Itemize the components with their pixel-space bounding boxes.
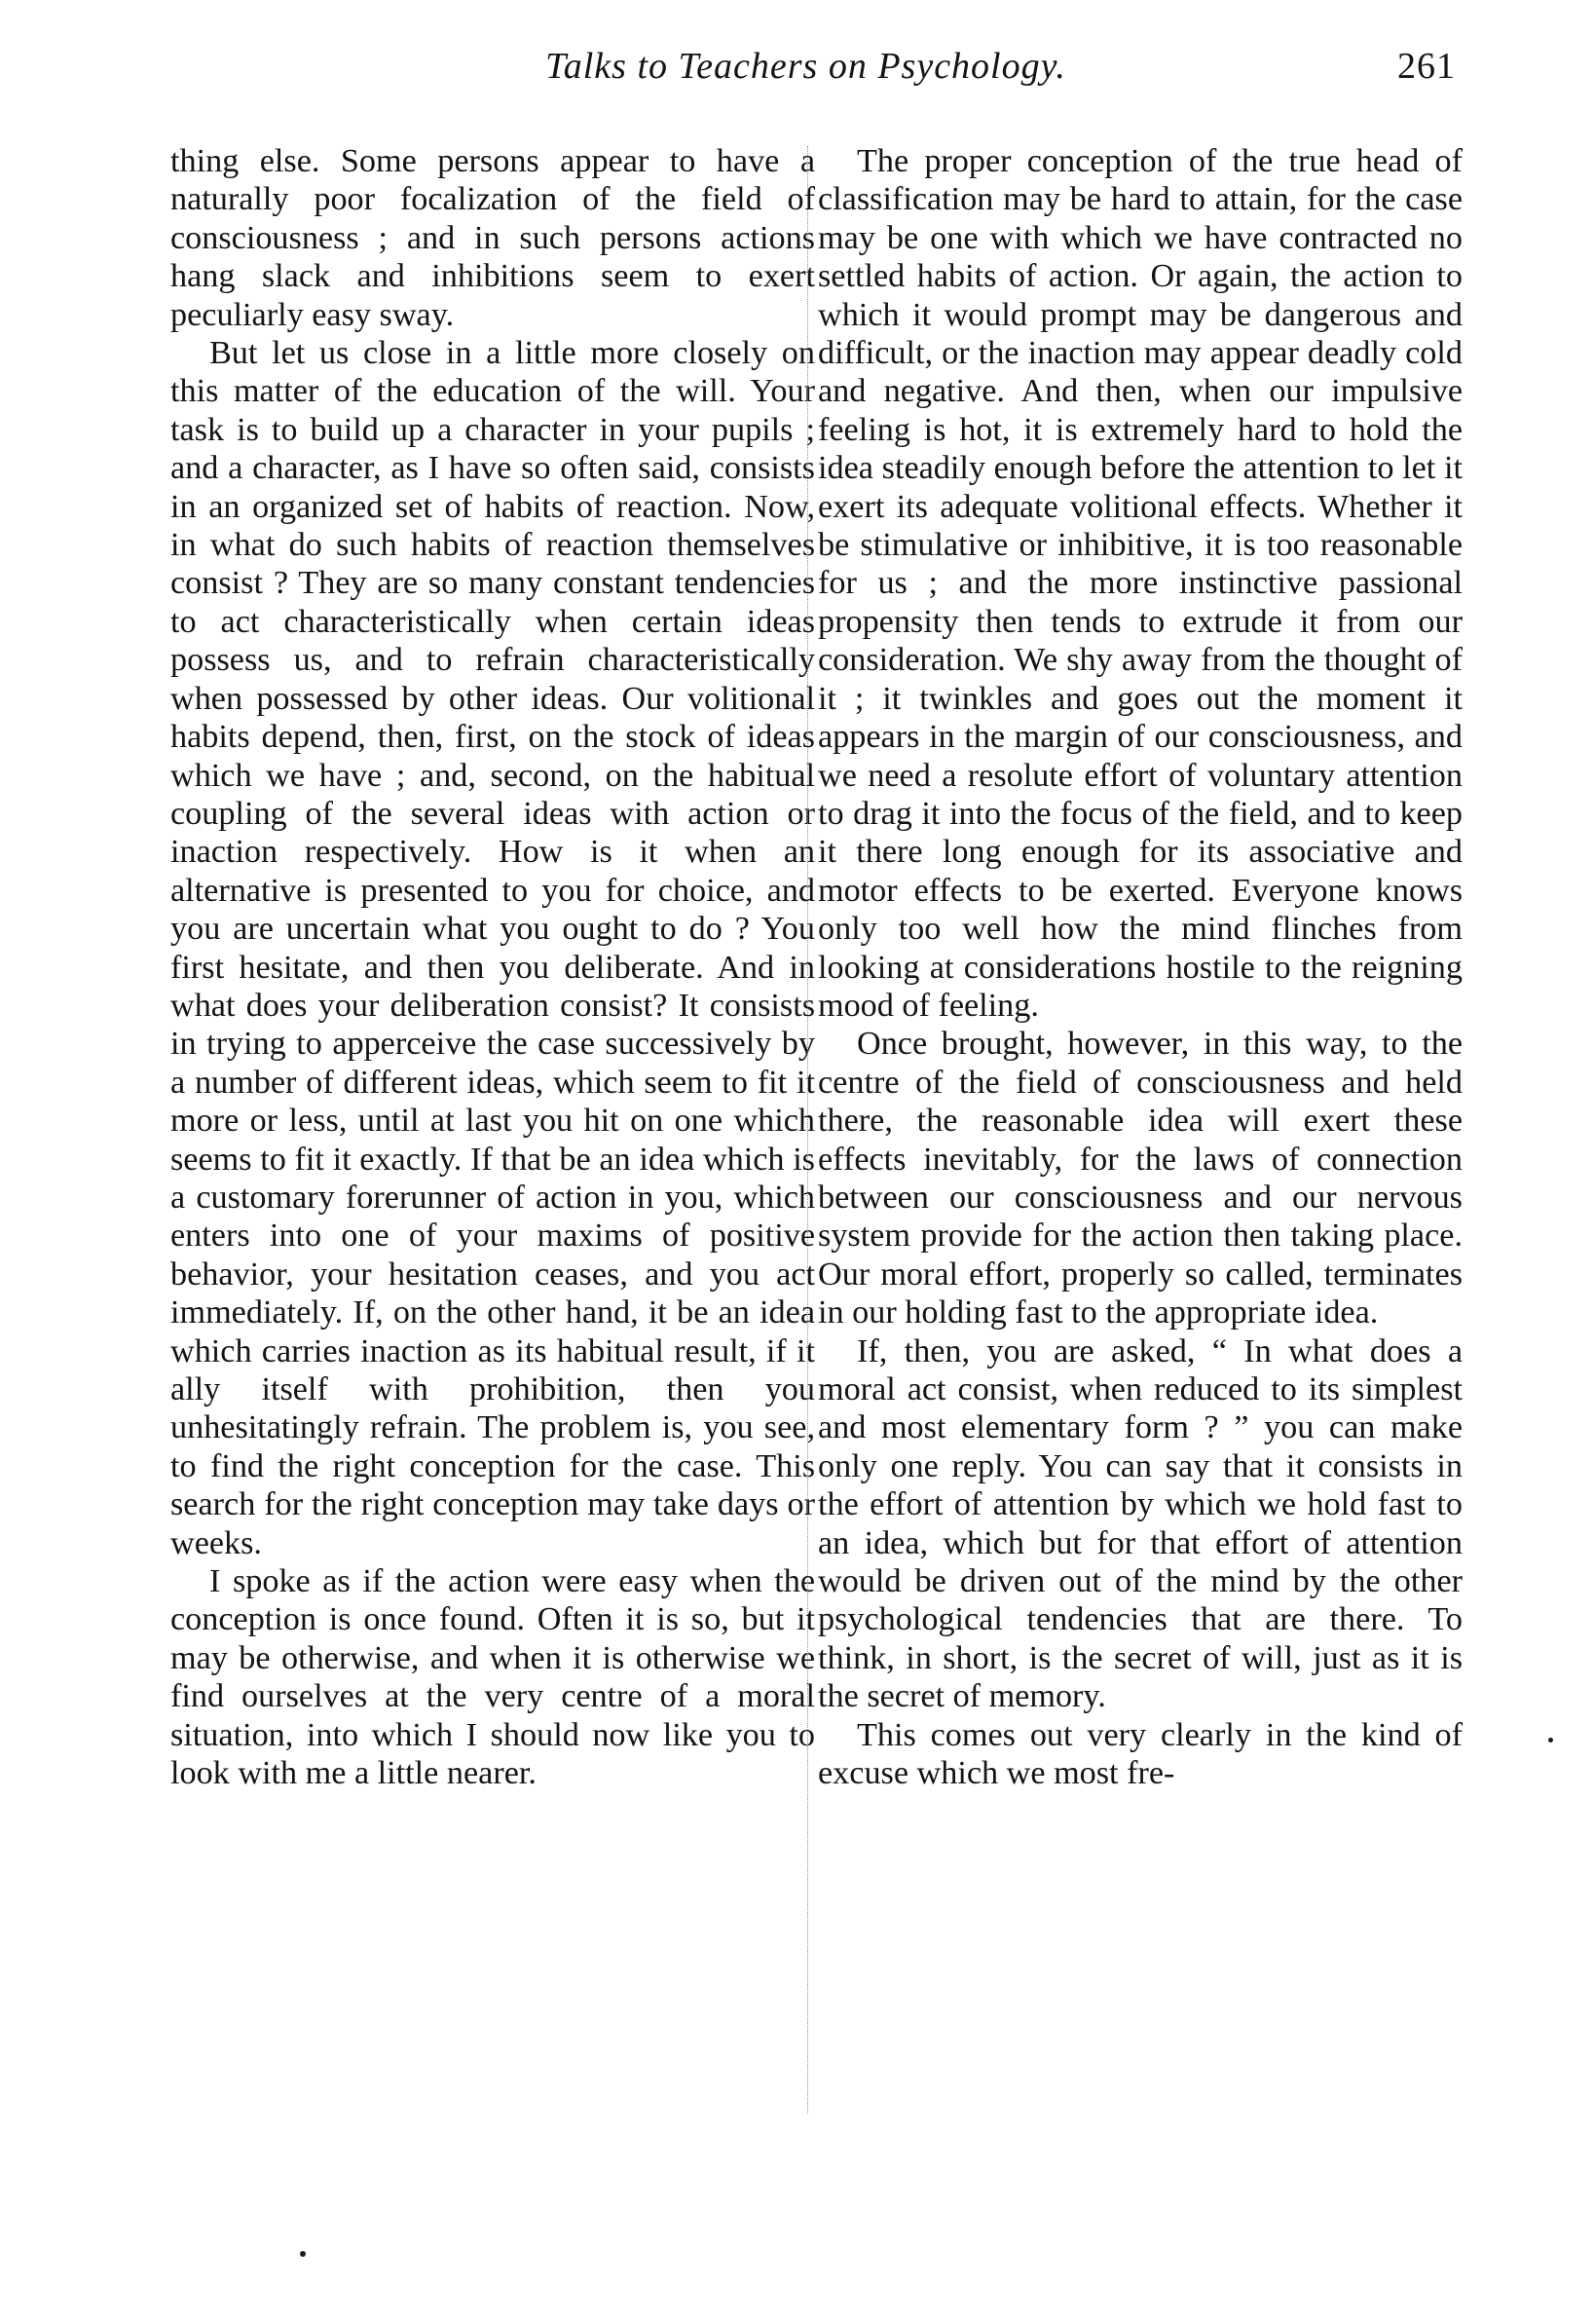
paragraph: But let us close in a little more closely on this matter of the education of the will. Your task is to build up a character in your pupils ; and a character, as I have so often said, consists in an organized set of habits of reaction. Now, in what do such habits of reaction themselves consist ? They are so many constant tendencies to act characteristically when certain ideas possess us, and to refrain characteristically when possessed by other ideas. Our volitional habits depend, then, first, on the stock of ideas which we have ; and, second, on the habitual coupling of the several ideas with action or inaction respectively. How is it when an alternative is presented to you for choice, and you are uncertain what you ought to do ? You first hesitate, and then you deliberate. And in what does your deliberation consist? It consists in trying to apperceive the case successively by a number of different ideas, which seem to fit it more or less, until at last you hit on one which seems to fit it exactly. If that be an idea which is a customary forerunner of action in you, which enters into one of your maxims of positive behavior, your hesitation ceases, and you act immediately. If, on the other hand, it be an idea which carries inaction as its habitual result, if it ally itself with prohibition, then you unhesitatingly refrain. The problem is, you see, to find the right conception for the case. This search for the right conception may take days or weeks. [170, 335, 815, 1561]
right-text-column [818, 142, 1463, 1792]
paragraph: I spoke as if the action were easy when the conception is once found. Often it is so, but it may be otherwise, and when it is otherwise we find ourselves at the very centre of a moral situation, into which I should now like you to look with me a little nearer. [170, 1563, 815, 1792]
paragraph: Once brought, however, in this way, to the centre of the field of consciousness and held there, the reasonable idea will exert these effects inevitably, for the laws of connection between our consciousness and our nervous system provide for the action then taking place. Our moral effort, properly so called, terminates in our holding fast to the appropriate idea. [818, 1026, 1463, 1331]
running-title: Talks to Teachers on Psychology. [545, 46, 1066, 87]
paragraph: The proper conception of the true head of classification may be hard to attain, for the case may be one with which we have contracted no settled habits of action. Or again, the action to which it would prompt may be dangerous and difficult, or the inaction may appear deadly cold and negative. And then, when our impulsive feeling is hot, it is extremely hard to hold the idea steadily enough before the attention to let it exert its adequate volitional effects. Whether it be stimulative or inhibitive, it is too reasonable for us ; and the more instinctive passional propensity then tends to extrude it from our consideration. We shy away from the thought of it ; it twinkles and goes out the moment it appears in the margin of our consciousness, and we need a resolute effort of voluntary attention to drag it into the focus of the field, and to keep it there long enough for its associative and motor effects to be exerted. Everyone knows only too well how the mind flinches from looking at considerations hostile to the reigning mood of feeling. [818, 143, 1463, 1024]
running-head [156, 45, 1456, 103]
ink-speck [1548, 1738, 1553, 1743]
paragraph: If, then, you are asked, “ In what does a moral act consist, when reduced to its simplest and most elementary form ? ” you can make only one reply. You can say that it consists in the effort of attention by which we hold fast to an idea, which but for that effort of attention would be driven out of the mind by the other psychological tendencies that are there. To think, in short, is the secret of will, just as it is the secret of memory. [818, 1332, 1463, 1715]
column-divider [807, 146, 808, 2114]
paragraph: thing else. Some persons appear to have a naturally poor focalization of the field of consciousness ; and in such persons actions hang slack and inhibitions seem to exert peculiarly easy sway. [170, 143, 815, 333]
paragraph: This comes out very clearly in the kind of excuse which we most fre- [818, 1716, 1463, 1792]
ink-speck [300, 2251, 306, 2257]
page-number: 261 [1397, 46, 1456, 87]
left-text-column [170, 142, 815, 1792]
